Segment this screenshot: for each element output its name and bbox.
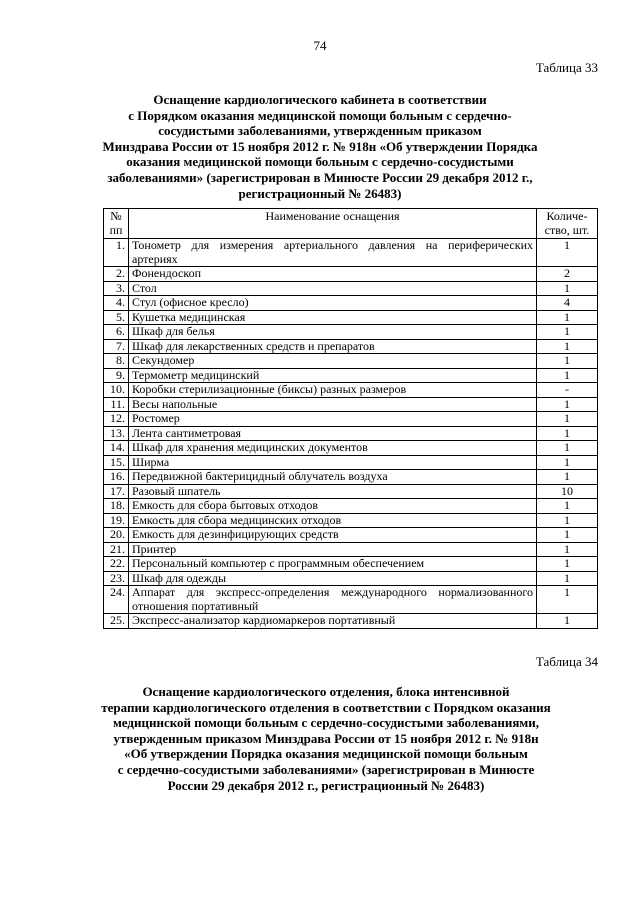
table-row bbox=[104, 484, 598, 499]
row-quantity: 1 bbox=[537, 528, 598, 543]
row-quantity: 1 bbox=[537, 412, 598, 427]
row-number: 4. bbox=[104, 296, 129, 311]
row-equipment-name: Емкость для сбора медицинских отходов bbox=[129, 513, 537, 528]
table-row bbox=[104, 455, 598, 470]
row-number: 20. bbox=[104, 528, 129, 543]
row-quantity: 1 bbox=[537, 281, 598, 296]
row-equipment-name: Принтер bbox=[129, 542, 537, 557]
column-header-number-line: № bbox=[110, 209, 122, 223]
row-equipment-name: Термометр медицинский bbox=[129, 368, 537, 383]
row-equipment-name: Ширма bbox=[129, 455, 537, 470]
table-row bbox=[104, 528, 598, 543]
row-equipment-name: Передвижной бактерицидный облучатель воздуха bbox=[129, 470, 537, 485]
row-number: 1. bbox=[104, 239, 129, 267]
row-quantity: 1 bbox=[537, 571, 598, 586]
row-quantity: 1 bbox=[537, 542, 598, 557]
row-number: 2. bbox=[104, 267, 129, 282]
row-quantity: 1 bbox=[537, 339, 598, 354]
row-number: 9. bbox=[104, 368, 129, 383]
row-equipment-name: Стол bbox=[129, 281, 537, 296]
row-number: 17. bbox=[104, 484, 129, 499]
row-number: 6. bbox=[104, 325, 129, 340]
table-row bbox=[104, 339, 598, 354]
row-number: 23. bbox=[104, 571, 129, 586]
row-equipment-name: Тонометр для измерения артериального давления на периферических артериях bbox=[129, 239, 537, 267]
heading-line: заболеваниями» (зарегистрирован в Минюсте России 29 декабря 2012 г., bbox=[107, 169, 533, 185]
table-row bbox=[104, 542, 598, 557]
table-row bbox=[104, 354, 598, 369]
heading-line: Оснащение кардиологического отделения, блока интенсивной bbox=[142, 684, 510, 699]
row-equipment-name: Шкаф для одежды bbox=[129, 571, 537, 586]
row-equipment-name: Лента сантиметровая bbox=[129, 426, 537, 441]
row-number: 16. bbox=[104, 470, 129, 485]
row-equipment-name: Экспресс-анализатор кардиомаркеров портативный bbox=[129, 614, 537, 629]
heading-line: Минздрава России от 15 ноября 2012 г. № 918н «Об утверждении Порядка bbox=[102, 138, 538, 154]
row-equipment-name: Фонендоскоп bbox=[129, 267, 537, 282]
row-number: 12. bbox=[104, 412, 129, 427]
row-quantity: 1 bbox=[537, 455, 598, 470]
row-equipment-name: Разовый шпатель bbox=[129, 484, 537, 499]
row-quantity: 1 bbox=[537, 310, 598, 325]
row-quantity: 1 bbox=[537, 557, 598, 572]
row-quantity: 1 bbox=[537, 586, 598, 614]
table-row bbox=[104, 383, 598, 398]
column-header-quantity-line: ство, шт. bbox=[544, 223, 590, 237]
column-header-quantity-line: Количе- bbox=[546, 209, 588, 223]
row-quantity: 10 bbox=[537, 484, 598, 499]
row-number: 7. bbox=[104, 339, 129, 354]
row-quantity: 1 bbox=[537, 441, 598, 456]
heading-line: терапии кардиологического отделения в соответствии с Порядком оказания bbox=[101, 699, 551, 715]
row-quantity: 1 bbox=[537, 470, 598, 485]
row-quantity: 1 bbox=[537, 426, 598, 441]
row-equipment-name: Шкаф для белья bbox=[129, 325, 537, 340]
row-number: 15. bbox=[104, 455, 129, 470]
table-row bbox=[104, 499, 598, 514]
equipment-table bbox=[103, 208, 598, 629]
heading-line: с сердечно-сосудистыми заболеваниями» (зарегистрирован в Минюсте bbox=[117, 761, 535, 777]
table-row bbox=[104, 557, 598, 572]
row-equipment-name: Шкаф для лекарственных средств и препаратов bbox=[129, 339, 537, 354]
table-row bbox=[104, 368, 598, 383]
row-number: 14. bbox=[104, 441, 129, 456]
row-number: 25. bbox=[104, 614, 129, 629]
row-number: 18. bbox=[104, 499, 129, 514]
heading-line: медицинской помощи больным с сердечно-сосудистыми заболеваниями, bbox=[112, 715, 540, 731]
row-quantity: 1 bbox=[537, 513, 598, 528]
row-number: 3. bbox=[104, 281, 129, 296]
row-equipment-name: Емкость для сбора бытовых отходов bbox=[129, 499, 537, 514]
row-quantity: 4 bbox=[537, 296, 598, 311]
heading-line: регистрационный № 26483) bbox=[238, 185, 402, 201]
table-row bbox=[104, 310, 598, 325]
table-34-heading bbox=[96, 684, 556, 793]
row-equipment-name: Емкость для дезинфицирующих средств bbox=[129, 528, 537, 543]
heading-line: сосудистыми заболеваниями, утвержденным приказом bbox=[158, 123, 482, 139]
row-quantity: 1 bbox=[537, 397, 598, 412]
heading-line: оказания медицинской помощи больным с сердечно-сосудистыми bbox=[126, 154, 514, 170]
row-equipment-name: Шкаф для хранения медицинских документов bbox=[129, 441, 537, 456]
page-number: 74 bbox=[313, 38, 327, 53]
row-number: 24. bbox=[104, 586, 129, 614]
table-row bbox=[104, 412, 598, 427]
column-header-number bbox=[104, 209, 129, 239]
heading-line: Оснащение кардиологического кабинета в соответствии bbox=[153, 92, 487, 107]
table-row bbox=[104, 571, 598, 586]
table-row bbox=[104, 513, 598, 528]
table-header-row bbox=[104, 209, 598, 239]
row-equipment-name: Персональный компьютер с программным обеспечением bbox=[129, 557, 537, 572]
row-quantity: - bbox=[537, 383, 598, 398]
row-equipment-name: Стул (офисное кресло) bbox=[129, 296, 537, 311]
heading-line: «Об утверждении Порядка оказания медицинской помощи больным bbox=[124, 746, 528, 762]
heading-line: России 29 декабря 2012 г., регистрационный № 26483) bbox=[167, 777, 485, 793]
row-equipment-name: Коробки стерилизационные (биксы) разных размеров bbox=[129, 383, 537, 398]
row-quantity: 1 bbox=[537, 614, 598, 629]
row-number: 21. bbox=[104, 542, 129, 557]
row-number: 11. bbox=[104, 397, 129, 412]
table-33-heading bbox=[100, 92, 540, 201]
table-row bbox=[104, 426, 598, 441]
table-34-label: Таблица 34 bbox=[535, 654, 598, 669]
table-row bbox=[104, 586, 598, 614]
table-body bbox=[104, 239, 598, 629]
column-header-name: Наименование оснащения bbox=[129, 209, 537, 239]
table-row bbox=[104, 614, 598, 629]
table-row bbox=[104, 470, 598, 485]
row-quantity: 1 bbox=[537, 325, 598, 340]
table-row bbox=[104, 325, 598, 340]
row-number: 22. bbox=[104, 557, 129, 572]
table-row bbox=[104, 296, 598, 311]
table-row bbox=[104, 239, 598, 267]
heading-line: с Порядком оказания медицинской помощи больным с сердечно- bbox=[128, 107, 512, 123]
row-equipment-name: Весы напольные bbox=[129, 397, 537, 412]
column-header-quantity bbox=[537, 209, 598, 239]
table-row bbox=[104, 267, 598, 282]
row-equipment-name: Кушетка медицинская bbox=[129, 310, 537, 325]
row-number: 13. bbox=[104, 426, 129, 441]
row-number: 8. bbox=[104, 354, 129, 369]
row-quantity: 2 bbox=[537, 267, 598, 282]
table-33-label: Таблица 33 bbox=[535, 60, 598, 75]
table-row bbox=[104, 441, 598, 456]
row-number: 19. bbox=[104, 513, 129, 528]
heading-line: утвержденным приказом Минздрава России от 15 ноября 2012 г. № 918н bbox=[113, 730, 539, 746]
table-row bbox=[104, 281, 598, 296]
row-quantity: 1 bbox=[537, 499, 598, 514]
row-quantity: 1 bbox=[537, 239, 598, 267]
row-equipment-name: Секундомер bbox=[129, 354, 537, 369]
row-quantity: 1 bbox=[537, 354, 598, 369]
column-header-number-line: пп bbox=[109, 223, 123, 237]
row-number: 10. bbox=[104, 383, 129, 398]
row-equipment-name: Ростомер bbox=[129, 412, 537, 427]
row-equipment-name: Аппарат для экспресс-определения международного нормализованного отношения портативный bbox=[129, 586, 537, 614]
row-quantity: 1 bbox=[537, 368, 598, 383]
table-row bbox=[104, 397, 598, 412]
row-number: 5. bbox=[104, 310, 129, 325]
